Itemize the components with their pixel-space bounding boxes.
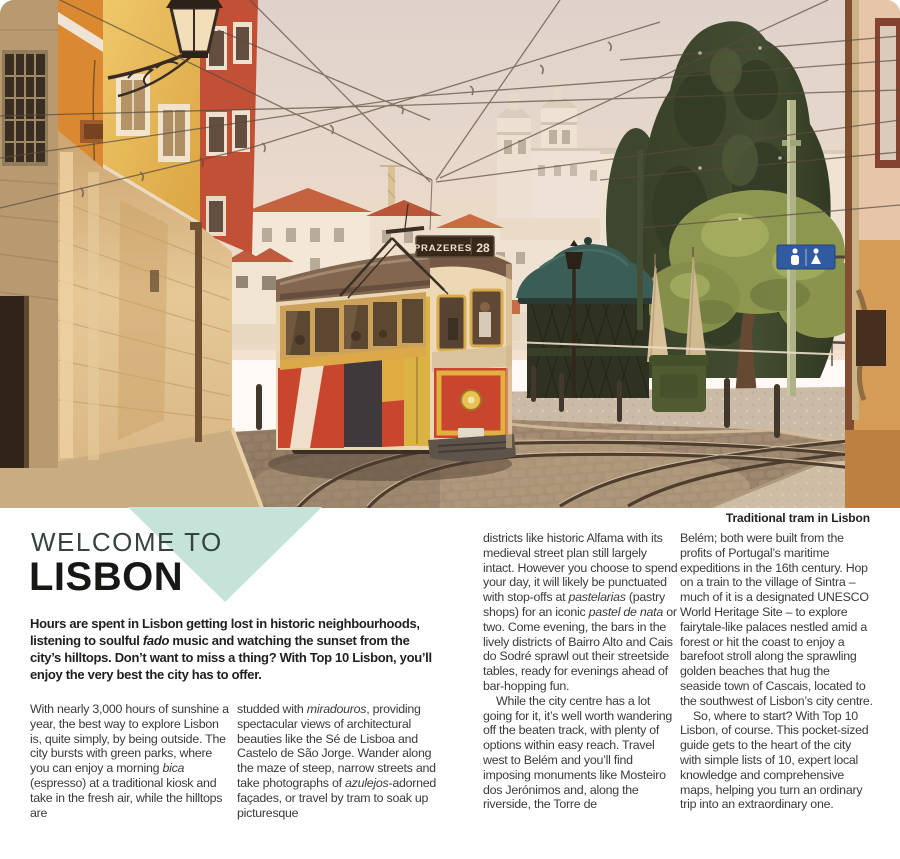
- paragraph: While the city centre has a lot going for it, it’s well worth wandering off the beaten track, with plenty of options within easy reach. Travel west to Belém and you’ll find imposing monuments like Mosteiro dos Jerónimos and, along the riverside, the Torre de: [483, 693, 673, 812]
- paragraph: So, where to start? With Top 10 Lisbon, of course. This pocket-sized guide gets to the heart of the city with simple lists of 10, expert local knowledge and comprehensive maps, helping you turn an ordinary trip into an extraordinary one.: [680, 708, 869, 812]
- paragraph: districts like historic Alfama with its medieval street plan still largely intact. However you choose to spend your day, it will likely be punctuated with stop-offs at pastelarias (pastry shops) for an iconic pastel de nata or two. Come evening, the bars in the lively districts of Bairro Alto and Cais do Sodré sprawl out their streetside tables, ready for evenings ahead of bar-hopping fun.: [483, 531, 678, 693]
- page-kicker: WELCOME TO: [31, 527, 223, 557]
- tram-route-number: 28: [476, 241, 490, 255]
- body-column-4: [680, 531, 873, 812]
- body-column-1: [30, 702, 229, 820]
- paragraph: studded with miradouros, providing spectacular views of architectural beauties like the Sé de Lisboa and Castelo de São Jorge. Wander along the maze of steep, narrow streets and take photographs of azulejos-adorned façades, or travel by tram to soak up picturesque: [237, 702, 437, 820]
- page-title: LISBON: [29, 555, 184, 599]
- photo-caption: Traditional tram in Lisbon: [725, 511, 870, 525]
- paragraph: Belém; both were built from the profits of Portugal’s maritime expeditions in the 16th century. Hop on a train to the village of Sintra – much of it is a designated UNESCO World Heritage Site – to explore fairytale-like palaces nestled amid a forest or hit the coast to enjoy a barefoot stroll along the sprawling golden beaches that hug the seaside town of Cascais, located to the southwest of Lisbon’s city centre.: [680, 531, 873, 708]
- body-column-3: [483, 531, 680, 812]
- intro-paragraph: Hours are spent in Lisbon getting lost in historic neighbourhoods, listening to soulful fado music and watching the sunset from the city’s hilltops. Don’t want to miss a thing? With Top 10 Lisbon, you’ll enjoy the very best the city has to offer.: [30, 616, 432, 682]
- paragraph: With nearly 3,000 hours of sunshine a year, the best way to explore Lisbon is, quite simply, by being outside. The city bursts with green parks, where you can enjoy a morning bica (espresso) at a traditional kiosk and take in the fresh air, while the hilltops are: [30, 702, 229, 820]
- tram-destination-label: PRAZERES: [413, 243, 473, 254]
- body-column-2: [237, 702, 444, 820]
